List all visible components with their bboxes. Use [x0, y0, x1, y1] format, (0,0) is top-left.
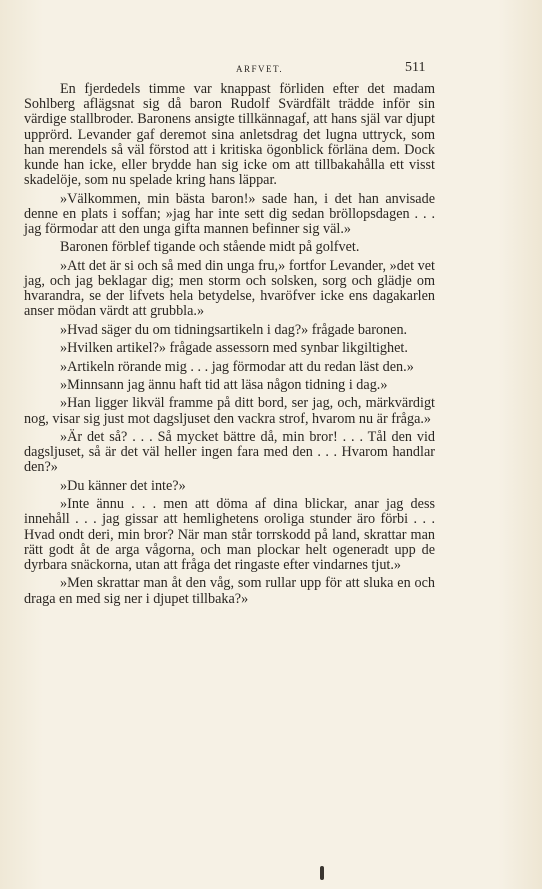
paragraph: »Är det så? . . . Så mycket bättre då, min bror! . . . Tål den vid dagsljuset, så är det väl heller ingen fara med den . . . Hvarom handlar den?» — [24, 428, 435, 476]
paragraph: »Hvilken artikel?» frågade assessorn med synbar likgiltighet. — [60, 340, 408, 357]
paragraph: »Inte ännu . . . men att döma af dina blickar, anar jag dess innehåll . . . jag gissar att hemlighetens oroliga stunder äro förbi . . . Hvad ondt deri, min bror? När man står torrskodd på land, skrattar man rätt godt åt de arga vågorna, och man plockar helt ogeneradt upp de dyrbara snäckorna, utan att fråga det ringaste efter vindarnes tjut.» — [24, 496, 435, 573]
ink-mark — [320, 866, 324, 880]
paragraph: »Minnsann jag ännu haft tid att läsa någon tidning i dag.» — [60, 376, 388, 393]
paragraph: »Men skrattar man åt den våg, som rullar upp för att sluka en och draga en med sig ner i djupet tillbaka?» — [24, 575, 435, 607]
paragraph: »Du känner det inte?» — [60, 477, 186, 494]
body-text — [24, 82, 435, 610]
paragraph: »Att det är si och så med din unga fru,» fortfor Levander, »det vet jag, och jag beklagar dig; men storm och solsken, sorg och glädje om hvarandra, se der lifvets hela betydelse, hvaröfver icke ens dagakarlen anser mödan värdt att grubbla.» — [24, 257, 435, 320]
paragraph: »Hvad säger du om tidningsartikeln i dag?» frågade baronen. — [60, 321, 408, 338]
paragraph: En fjerdedels timme var knappast förliden efter det madam Sohlberg aflägsnat sig då baron Rudolf Svärdfält trädde inför sin värdige stallbroder. Baronens ansigte tillkännagaf, att hans själ var djupt upprörd. Levander gaf deremot sina anletsdrag det lugna uttryck, som han merendels så väl förstod att i kritiska ögonblick förläna dem. Dock kunde han icke, eller brydde han sig icke om att tillbakahålla ett visst skadelöje, som nu spelade kring hans läppar. — [24, 81, 435, 189]
paragraph: »Artikeln rörande mig . . . jag förmodar att du redan läst den.» — [60, 358, 414, 375]
running-head: ARFVET. — [236, 64, 284, 74]
paragraph: »Han ligger likväl framme på ditt bord, ser jag, och, märkvärdigt nog, visar sig just mot dagsljuset den vackra strof, hvarom nu är fråga.» — [24, 395, 435, 427]
paragraph: Baronen förblef tigande och stående midt på golfvet. — [60, 239, 360, 256]
page-number: 511 — [405, 60, 426, 75]
page-header — [26, 58, 430, 80]
paragraph: »Välkommen, min bästa baron!» sade han, i det han anvisade denne en plats i soffan; »jag har inte sett dig sedan bröllopsdagen . . . jag förmodar att den unga gifta mannen befinner sig väl.» — [24, 190, 435, 238]
